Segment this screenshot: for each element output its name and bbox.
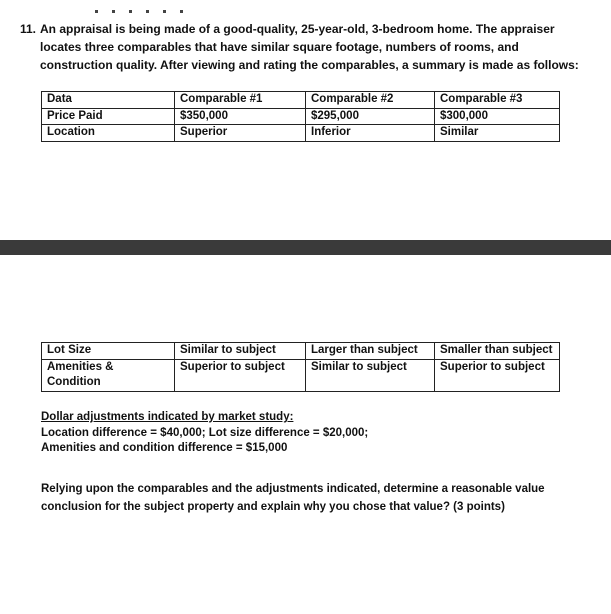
cropped-text-fragment <box>95 0 215 4</box>
table-cell: Comparable #1 <box>175 92 306 109</box>
table-cell: Superior to subject <box>175 359 306 391</box>
adjustments-line: Location difference = $40,000; Lot size difference = $20,000; <box>41 426 369 439</box>
table-cell: Inferior <box>306 125 435 142</box>
adjustments-heading: Dollar adjustments indicated by market study: <box>41 411 294 423</box>
table-cell: Superior <box>175 125 306 142</box>
table-cell: Location <box>42 125 175 142</box>
table-row <box>42 125 560 142</box>
table-row <box>42 108 560 125</box>
table-cell: Price Paid <box>42 108 175 125</box>
question-number: 11. <box>20 22 37 36</box>
comparables-table-bottom <box>41 342 560 392</box>
adjustments <box>41 410 368 457</box>
table-row <box>42 343 560 360</box>
question-text: An appraisal is being made of a good-quality, 25-year-old, 3-bedroom home. The appraiser locates three comparables that have similar square footage, numbers of rooms, and construction quality. After viewing and rating the comparables, a summary is made as follows: <box>40 22 579 72</box>
page-divider <box>0 240 611 255</box>
table-cell: $300,000 <box>435 108 560 125</box>
table-cell: Similar to subject <box>175 343 306 360</box>
table-cell: Lot Size <box>42 343 175 360</box>
table-cell: Amenities & Condition <box>42 359 175 391</box>
table-cell: Smaller than subject <box>435 343 560 360</box>
table-cell: Comparable #3 <box>435 92 560 109</box>
table-cell: $295,000 <box>306 108 435 125</box>
question-prompt: Relying upon the comparables and the adjustments indicated, determine a reasonable value conclusion for the subject property and explain why you chose that value? (3 points) <box>41 483 545 513</box>
table-row <box>42 92 560 109</box>
table-cell: Data <box>42 92 175 109</box>
table-cell: $350,000 <box>175 108 306 125</box>
comparables-table-top <box>41 91 560 142</box>
table-cell: Similar <box>435 125 560 142</box>
table-row <box>42 359 560 391</box>
table-cell: Larger than subject <box>306 343 435 360</box>
table-cell: Superior to subject <box>435 359 560 391</box>
table-cell: Similar to subject <box>306 359 435 391</box>
question <box>20 20 580 74</box>
adjustments-line: Amenities and condition difference = $15,000 <box>41 442 288 454</box>
table-cell: Comparable #2 <box>306 92 435 109</box>
